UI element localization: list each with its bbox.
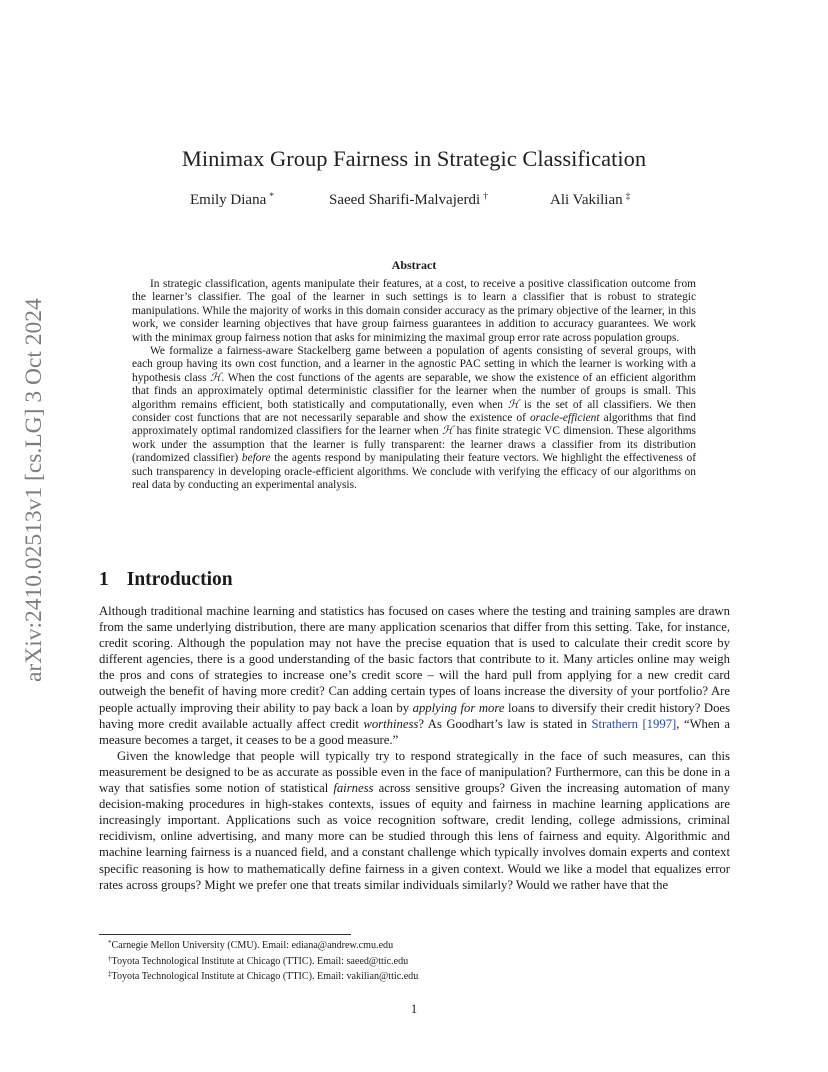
footnote-rule [99,934,351,935]
section-heading-introduction: 1 Introduction [99,569,233,590]
abstract-paragraph-1: In strategic classification, agents manipulate their features, at a cost, to receive a positive classification outcome from the learner’s classifier. The goal of the learner in such settings is to learn a classifier that is robust to strategic manipulations. While the majority of works in this domain consider accuracy as the primary objective of the learner, in this work, we consider learning objectives that have group fairness guarantees in addition to accuracy guarantees. We work with the minimax group fairness notion that asks for minimizing the maximal group error rate across population groups. [132,278,696,344]
footnote-2: †Toyota Technological Institute at Chicago (TTIC). Email: saeed@ttic.edu [108,954,409,967]
footnote-1: *Carnegie Mellon University (CMU). Email: ediana@andrew.cmu.edu [108,939,394,951]
abstract-body [132,278,696,493]
introduction-body [99,603,730,893]
citation-link[interactable]: Strathern [1997] [591,716,677,731]
intro-paragraph-2: Given the knowledge that people will typically try to respond strategically in the face of such measures, can this measurement be designed to be as accurate as possible even in the face of manipulation? Furthermore, can this be done in a way that satisfies some notion of statistical fairness across sensitive groups? Given the increasing automation of many decision-making procedures in high-stakes contexts, issues of equity and fairness in machine learning applications are increasingly important. Applications such as voice recognition software, credit lending, college admissions, criminal recidivism, online advertising, and many more can be studied through this lens of fairness and equity. Algorithmic and machine learning fairness is a nuanced field, and a constant challenge which typically involves domain experts and context specific reasoning is how to mathematically define fairness in a given context. Would we like a model that equalizes error rates across groups? Might we prefer one that treats similar individuals similarly? Would we rather have that the [99,748,730,892]
arxiv-identifier: arXiv:2410.02513v1 [cs.LG] 3 Oct 2024 [21,298,47,682]
author-3: Ali Vakilian ‡ [550,192,631,208]
author-1: Emily Diana * [190,192,274,208]
author-2: Saeed Sharifi-Malvajerdi † [329,192,488,208]
abstract-paragraph-2: We formalize a fairness-aware Stackelberg game between a population of agents consisting of several groups, with each group having its own cost function, and a learner in the agnostic PAC setting in which the learner is working with a hypothesis class ℋ. When the cost functions of the agents are separable, we show the existence of an efficient algorithm that finds an approximately optimal deterministic classifier for the learner when the number of groups is small. This algorithm remains efficient, both statistically and computationally, even when ℋ is the set of all classifiers. We then consider cost functions that are not necessarily separable and show the existence of oracle-efficient algorithms that find approximately optimal randomized classifiers for the learner when ℋ has finite strategic VC dimension. These algorithms work under the assumption that the learner is fully transparent: the learner draws a classifier from its distribution (randomized classifier) before the agents respond by manipulating their feature vectors. We highlight the effectiveness of such transparency in developing oracle-efficient algorithms. We conclude with verifying the efficacy of our algorithms on real data by conducting an experimental analysis. [132,345,696,492]
intro-paragraph-1: Although traditional machine learning and statistics has focused on cases where the testing and training samples are drawn from the same underlying distribution, there are many application scenarios that differ from this setting. Take, for instance, credit scoring. Although the population may not have the precise equation that is used to calculate their credit score by different agencies, there is a good understanding of the basic factors that contribute to it. Many articles online may weigh the pros and cons of strategies to increase one’s credit score – will the hard pull from applying for a new credit card outweigh the benefit of having more credit? Can adding certain types of loans increase the diversity of your portfolio? Are people actually improving their ability to pay back a loan by applying for more loans to diversify their credit history? Does having more credit available actually affect credit worthiness? As Goodhart’s law is stated in Strathern [1997], “When a measure becomes a target, it ceases to be a good measure.” [99,604,731,747]
footnote-3: ‡Toyota Technological Institute at Chicago (TTIC). Email: vakilian@ttic.edu [108,970,419,983]
page-number: 1 [410,1002,418,1016]
footnotes [108,937,418,984]
abstract-heading: Abstract [391,258,437,272]
paper-title: Minimax Group Fairness in Strategic Classification [181,146,647,171]
